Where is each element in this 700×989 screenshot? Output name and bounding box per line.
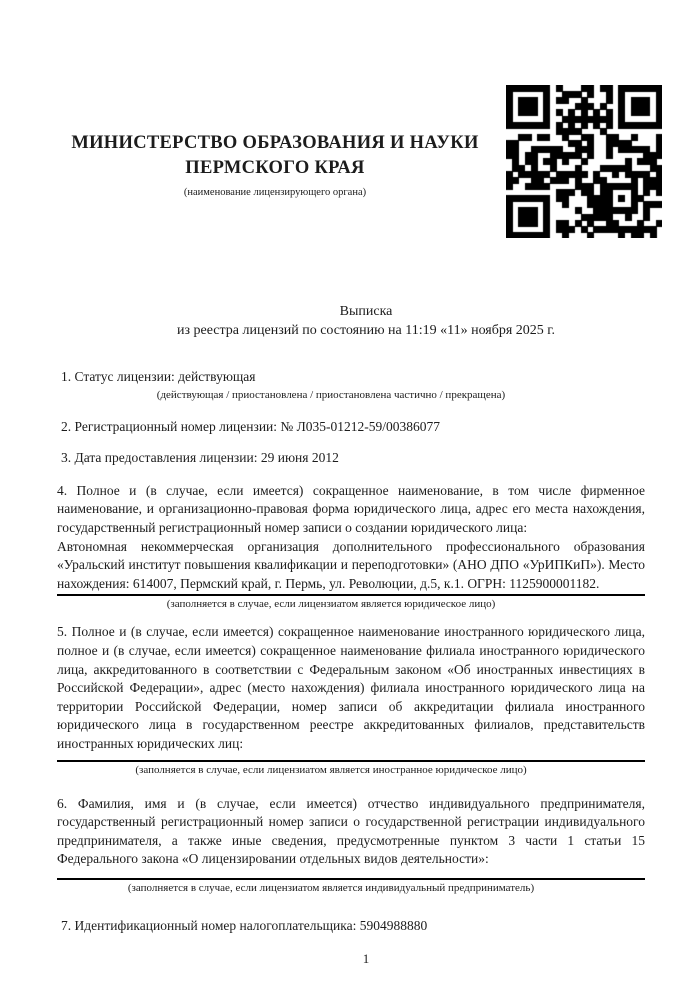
fill-in-rule (57, 760, 645, 762)
item-5-caption: (заполняется в случае, если лицензиатом является иностранное юридическое лицо) (135, 763, 527, 776)
authority-name-line1: МИНИСТЕРСТВО ОБРАЗОВАНИЯ И НАУКИ (71, 133, 479, 153)
page-number: 1 (362, 951, 370, 967)
item-5-foreign-entity (57, 623, 645, 776)
item-6-caption: (заполняется в случае, если лицензиатом является индивидуальный предприниматель) (127, 881, 535, 894)
title-line1: Выписка (339, 304, 393, 319)
authority-caption: (наименование лицензирующего органа) (183, 187, 367, 198)
fill-in-rule (57, 594, 645, 596)
fill-in-rule (57, 878, 645, 880)
item-5-label: 5. Полное и (в случае, если имеется) сокращенное наименование иностранного юридического лица, полное и (в случае, если имеется) сокращенное наименование филиала иностранного юридического лица, аккредитованного в соответствии с Федеральным законом «Об иностранных инвестициях в Российской Федерации», адрес (место нахождения) филиала иностранного юридического лица на территории Российской Федерации, номер записи об аккредитации филиала иностранного юридического лица в государственном реестре аккредитованных филиалов, представительств иностранных юридических лиц: (57, 624, 645, 751)
item-3-license-date: 3. Дата предоставления лицензии: 29 июня 2012 (61, 450, 339, 466)
licensing-authority-header (50, 131, 500, 199)
item-1-caption: (действующая / приостановлена / приостановлена частично / прекращена) (156, 388, 506, 401)
item-4-label: 4. Полное и (в случае, если имеется) сокращенное наименование, в том числе фирменное наименование, и организационно-правовая форма юридического лица, адрес его места нахождения, государственный регистрационный номер записи о создании юридического лица: (57, 482, 645, 535)
item-6-individual-entrepreneur (57, 795, 645, 895)
authority-name-line2: ПЕРМСКОГО КРАЯ (185, 158, 365, 178)
document-title (57, 302, 645, 340)
item-6-label: 6. Фамилия, имя и (в случае, если имеется) отчество индивидуального предпринимателя, государственный регистрационный номер записи о государственной регистрации индивидуального предпринимателя, а также иные сведения, предусмотренные пунктом 3 части 1 статьи 15 Федерального закона «О лицензировании отдельных видов деятельности»: (57, 795, 645, 867)
item-4-legal-entity (57, 482, 645, 612)
item-1-license-status: 1. Статус лицензии: действующая (61, 369, 256, 384)
document-body (57, 368, 645, 969)
title-line2: из реестра лицензий по состоянию на 11:19 «11» ноября 2025 г. (177, 323, 555, 338)
item-4-value: Автономная некоммерческая организация дополнительного профессионального образования «Уральский институт повышения квалификации и переподготовки» (АНО ДПО «УрИПКиП»). Место нахождения: 614007, Пермский край, г. Пермь, ул. Революции, д.5, к.1. ОГРН: 1125900001182. (57, 538, 645, 591)
item-4-caption: (заполняется в случае, если лицензиатом является юридическое лицо) (166, 598, 496, 611)
item-2-registration-number: 2. Регистрационный номер лицензии: № Л035-01212-59/00386077 (61, 418, 441, 434)
qr-code-icon (506, 85, 662, 238)
item-7-taxpayer-number: 7. Идентификационный номер налогоплательщика: 5904988880 (61, 917, 428, 933)
